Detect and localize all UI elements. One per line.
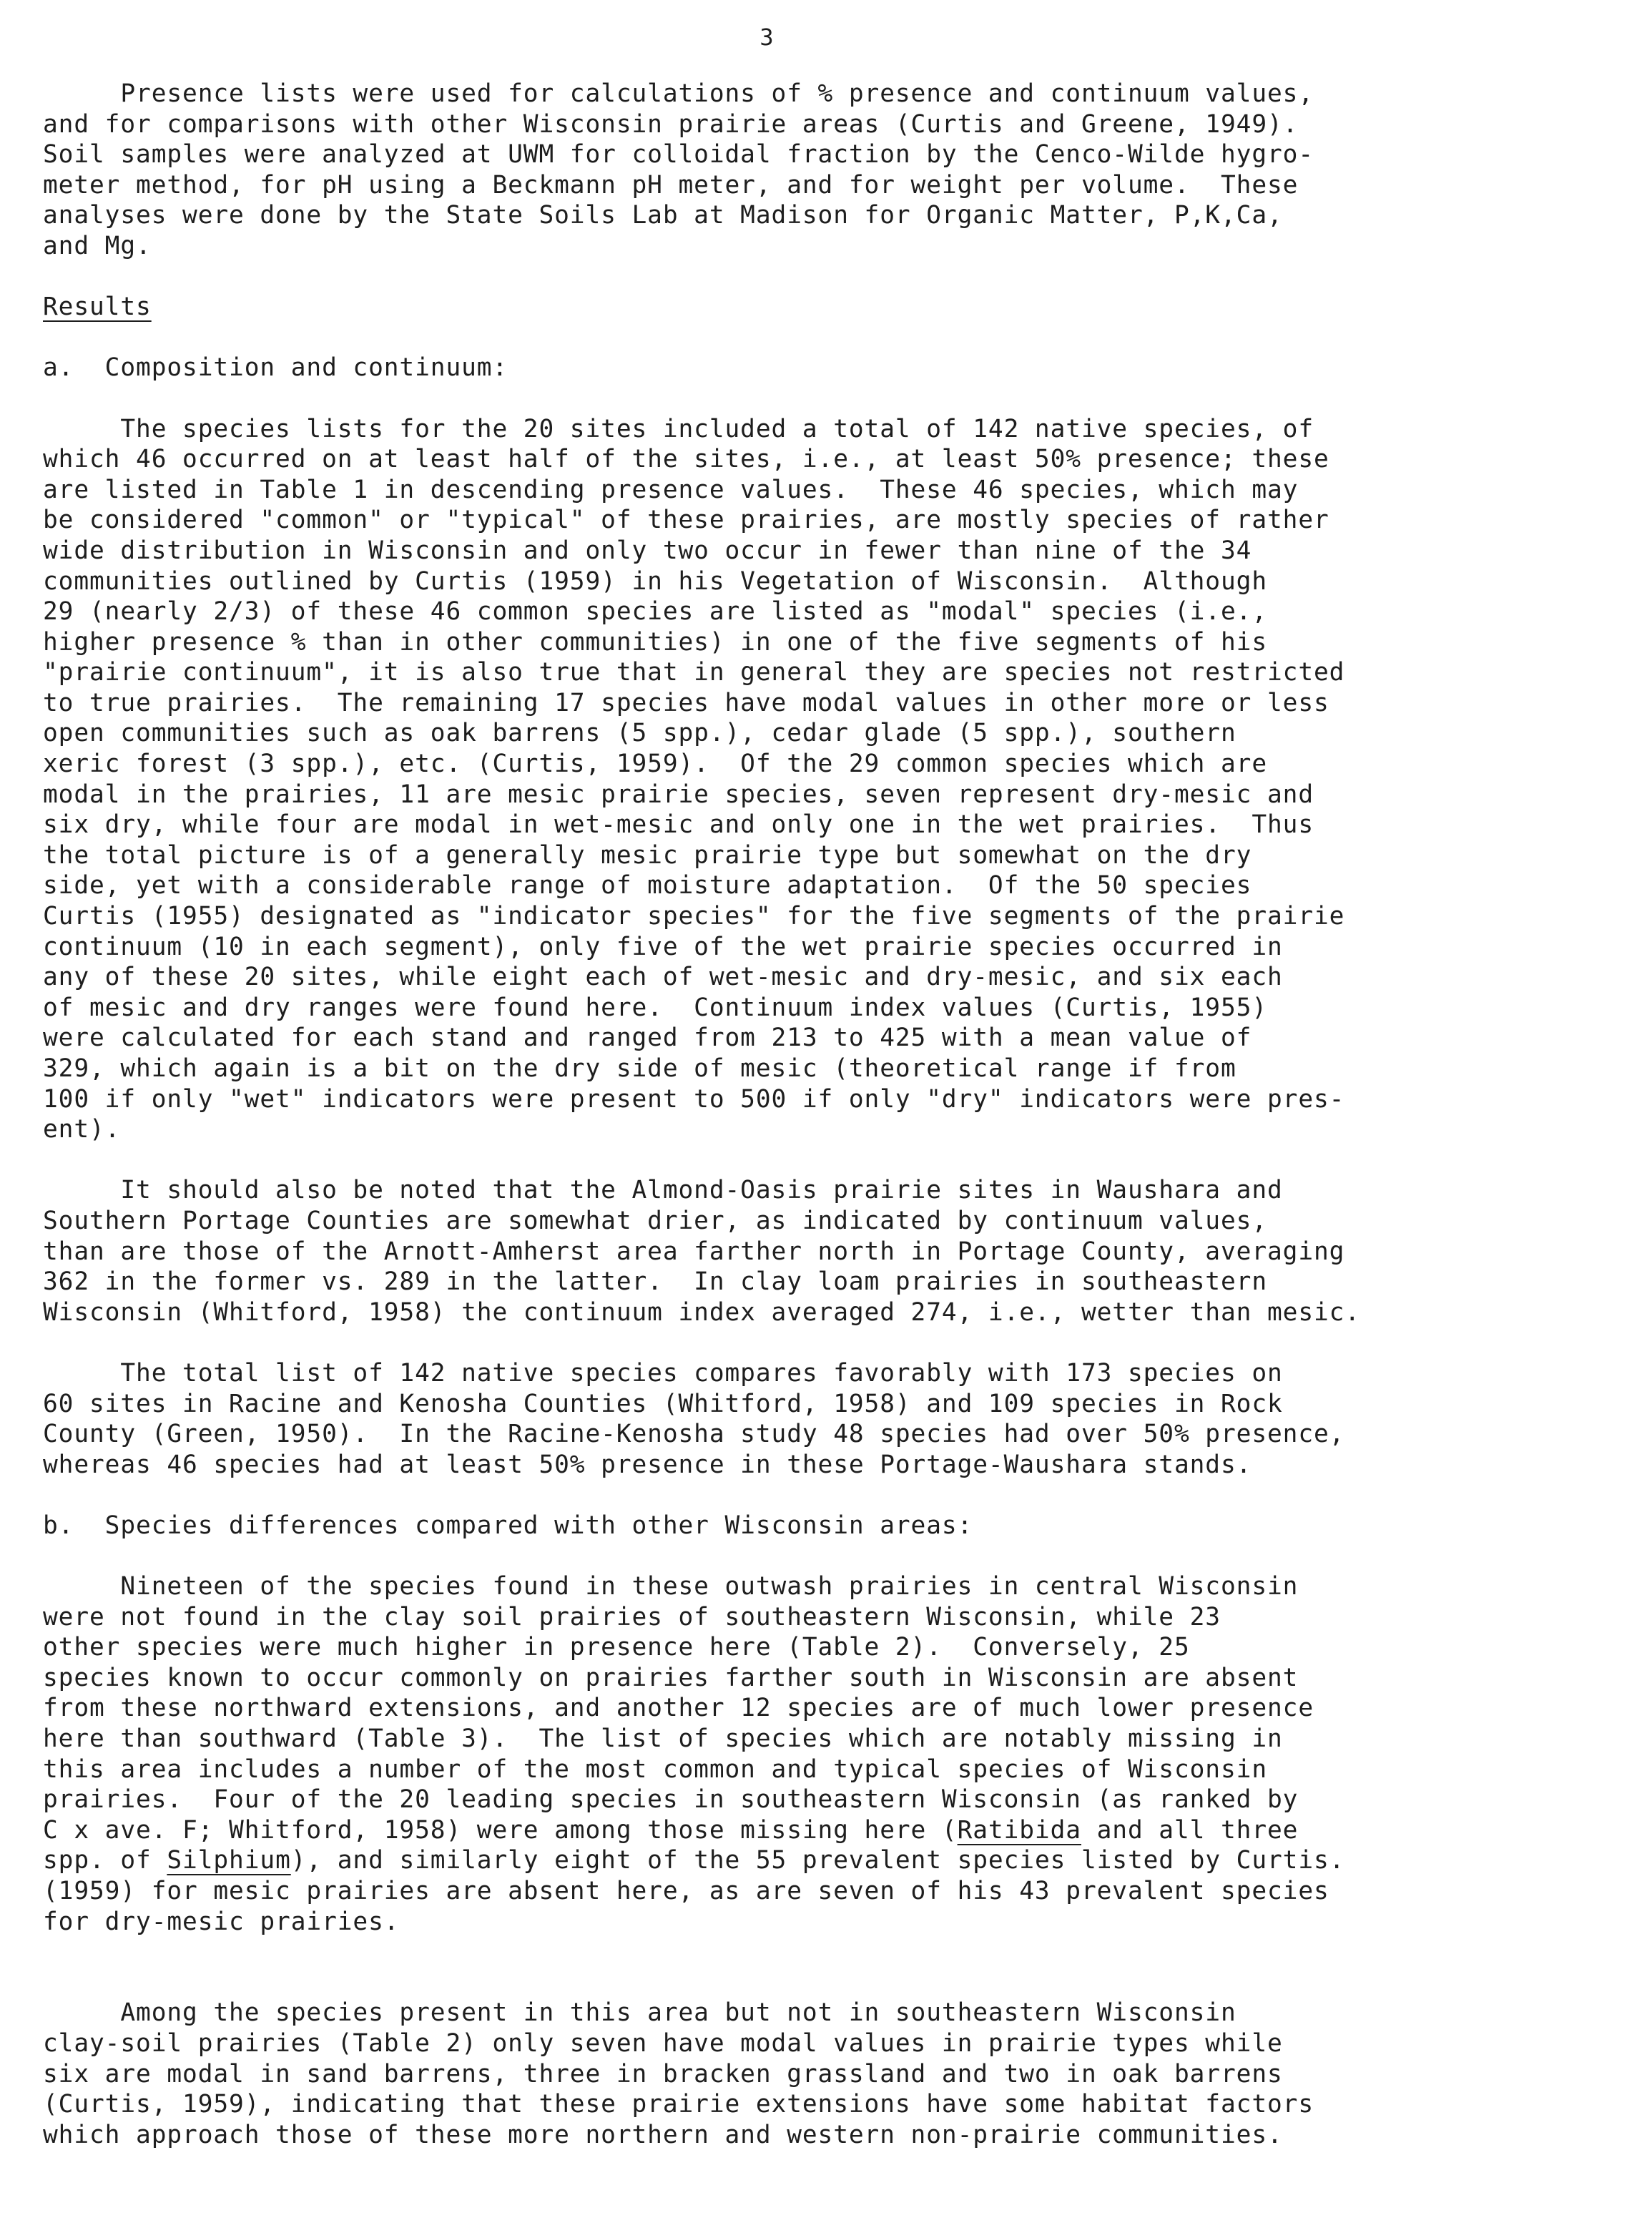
paragraph-composition xyxy=(43,414,1609,1145)
text-line: here than southward (Table 3). The list of species which are notably missing in xyxy=(43,1724,1283,1754)
paragraph-habitat-factors xyxy=(43,1998,1609,2150)
text-line: any of these 20 sites, while eight each of wet-mesic and dry-mesic, and six each xyxy=(43,963,1283,992)
text-line xyxy=(43,1815,1609,1846)
text-line: 362 in the former vs. 289 in the latter. In clay loam prairies in southeastern xyxy=(43,1267,1267,1297)
text-line: which approach those of these more northern and western non-prairie communities. xyxy=(43,2120,1283,2149)
text-line: for dry-mesic prairies. xyxy=(43,1907,400,1936)
text-line: which 46 occurred on at least half of the sites, i.e., at least 50% presence; these xyxy=(43,445,1329,474)
text-line: side, yet with a considerable range of moisture adaptation. Of the 50 species xyxy=(43,871,1252,900)
text-line: analyses were done by the State Soils Lab at Madison for Organic Matter, P,K,Ca, xyxy=(43,201,1283,230)
text-line: Southern Portage Counties are somewhat drier, as indicated by continuum values, xyxy=(43,1206,1267,1235)
text-line: species known to occur commonly on prairies farther south in Wisconsin are absent xyxy=(43,1663,1299,1692)
text-line: and for comparisons with other Wisconsin prairie areas (Curtis and Greene, 1949). xyxy=(43,109,1299,139)
body-text xyxy=(43,79,1609,2150)
text-line: (Curtis, 1959), indicating that these prairie extensions have some habitat factors xyxy=(43,2090,1314,2119)
text-line: modal in the prairies, 11 are mesic prairie species, seven represent dry-mesic and xyxy=(43,780,1314,809)
text-line: County (Green, 1950). In the Racine-Kenosha study 48 species had over 50% presence, xyxy=(43,1420,1345,1449)
text-line: than are those of the Arnott-Amherst area farther north in Portage County, averaging xyxy=(43,1237,1345,1266)
text-line: xeric forest (3 spp.), etc. (Curtis, 1959). Of the 29 common species which are xyxy=(43,750,1267,779)
text-line: 29 (nearly 2/3) of these 46 common species are listed as "modal" species (i.e., xyxy=(43,597,1267,627)
text-line: from these northward extensions, and another 12 species are of much lower presence xyxy=(43,1694,1314,1723)
paragraph-species-total xyxy=(43,1358,1609,1480)
genus-silphium: Silphium xyxy=(167,1846,291,1875)
text-line: (1959) for mesic prairies are absent here, as are seven of his 43 prevalent species xyxy=(43,1877,1329,1906)
text-line: It should also be noted that the Almond-Oasis prairie sites in Waushara and xyxy=(43,1176,1283,1205)
subheading-composition: a. Composition and continuum: xyxy=(43,353,508,383)
text-fragment: spp. of xyxy=(43,1846,167,1875)
text-line: 329, which again is a bit on the dry side of mesic (theoretical range if from xyxy=(43,1054,1236,1083)
text-line: this area includes a number of the most common and typical species of Wisconsin xyxy=(43,1754,1267,1784)
text-fragment: C x ave. F; Whitford, 1958) were among those missing here ( xyxy=(43,1815,958,1845)
text-fragment: ), and similarly eight of the 55 prevalent species listed by Curtis. xyxy=(290,1846,1345,1875)
text-line: whereas 46 species had at least 50% presence in these Portage-Waushara stands. xyxy=(43,1450,1252,1479)
section-heading-results: Results xyxy=(43,293,152,322)
text-line: six dry, while four are modal in wet-mesic and only one in the wet prairies. Thus xyxy=(43,810,1314,840)
text-fragment: and all three xyxy=(1081,1815,1299,1845)
paragraph-methods xyxy=(43,79,1609,262)
text-line: Presence lists were used for calculations of % presence and continuum values, xyxy=(43,79,1314,108)
text-line: Among the species present in this area but not in southeastern Wisconsin xyxy=(43,1998,1236,2028)
text-line: be considered "common" or "typical" of these prairies, are mostly species of rather xyxy=(43,506,1329,535)
text-line: The total list of 142 native species compares favorably with 173 species on xyxy=(43,1358,1283,1388)
text-line: The species lists for the 20 sites included a total of 142 native species, of xyxy=(43,414,1314,443)
text-line: the total picture is of a generally mesic prairie type but somewhat on the dry xyxy=(43,840,1252,870)
text-line: communities outlined by Curtis (1959) in his Vegetation of Wisconsin. Although xyxy=(43,566,1267,596)
page-number: 3 xyxy=(759,24,774,51)
text-line: to true prairies. The remaining 17 species have modal values in other more or less xyxy=(43,688,1329,717)
text-line xyxy=(43,1845,1609,1876)
text-line: open communities such as oak barrens (5 spp.), cedar glade (5 spp.), southern xyxy=(43,719,1236,748)
text-line: six are modal in sand barrens, three in bracken grassland and two in oak barrens xyxy=(43,2059,1283,2089)
text-line: were not found in the clay soil prairies of southeastern Wisconsin, while 23 xyxy=(43,1602,1221,1631)
text-line: ent). xyxy=(43,1115,121,1144)
text-line: are listed in Table 1 in descending presence values. These 46 species, which may xyxy=(43,475,1299,504)
genus-ratibida: Ratibida xyxy=(957,1815,1081,1845)
text-line: wide distribution in Wisconsin and only two occur in fewer than nine of the 34 xyxy=(43,536,1252,565)
text-line: of mesic and dry ranges were found here. Continuum index values (Curtis, 1955) xyxy=(43,993,1267,1022)
text-line: were calculated for each stand and ranged from 213 to 425 with a mean value of xyxy=(43,1024,1252,1053)
text-line: prairies. Four of the 20 leading species in southeastern Wisconsin (as ranked by xyxy=(43,1785,1299,1815)
text-line: clay-soil prairies (Table 2) only seven have modal values in prairie types while xyxy=(43,2029,1283,2058)
text-line: 60 sites in Racine and Kenosha Counties (Whitford, 1958) and 109 species in Rock xyxy=(43,1389,1283,1418)
text-line: Curtis (1955) designated as "indicator species" for the five segments of the prairie xyxy=(43,902,1345,931)
text-line: "prairie continuum", it is also true that in general they are species not restricted xyxy=(43,658,1345,687)
text-line: Wisconsin (Whitford, 1958) the continuum index averaged 274, i.e., wetter than mesic. xyxy=(43,1297,1361,1327)
text-line: meter method, for pH using a Beckmann pH meter, and for weight per volume. These xyxy=(43,170,1299,200)
text-line: 100 if only "wet" indicators were present to 500 if only "dry" indicators were pres- xyxy=(43,1084,1345,1114)
text-line: Nineteen of the species found in these outwash prairies in central Wisconsin xyxy=(43,1572,1299,1601)
text-line: other species were much higher in presence here (Table 2). Conversely, 25 xyxy=(43,1633,1190,1662)
text-line: continuum (10 in each segment), only five of the wet prairie species occurred in xyxy=(43,932,1283,961)
text-line: and Mg. xyxy=(43,231,152,260)
text-line: higher presence % than in other communities) in one of the five segments of his xyxy=(43,627,1267,657)
paragraph-species-differences xyxy=(43,1571,1609,1937)
paragraph-almond-oasis xyxy=(43,1175,1609,1327)
text-line: Soil samples were analyzed at UWM for colloidal fraction by the Cenco-Wilde hygro- xyxy=(43,140,1314,170)
subheading-species-differences: b. Species differences compared with other Wisconsin areas: xyxy=(43,1511,973,1540)
